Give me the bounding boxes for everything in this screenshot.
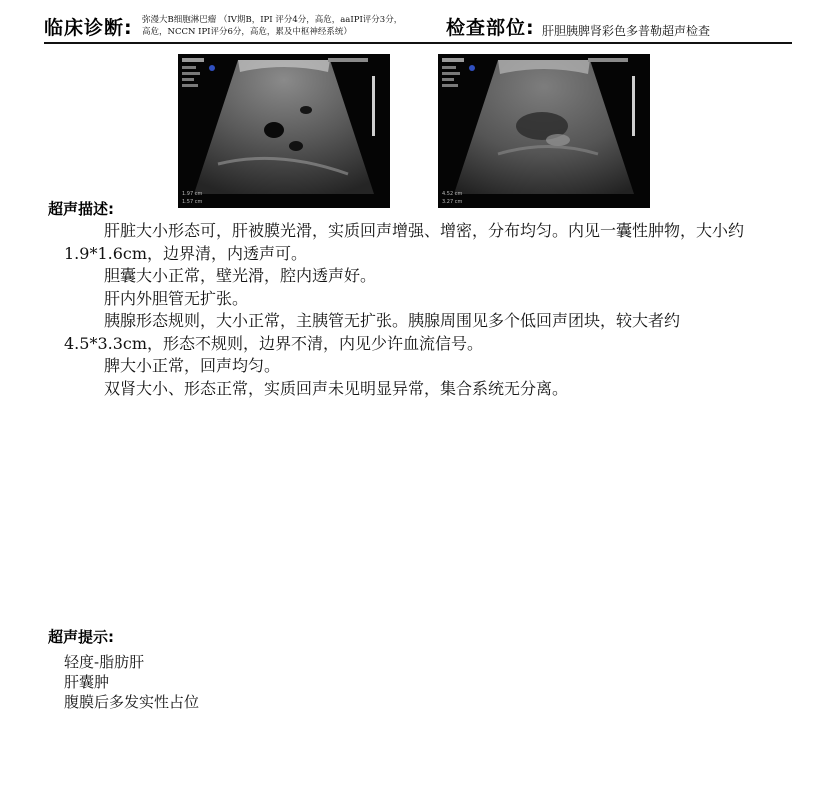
exam-site-label: 检查部位: <box>446 17 535 39</box>
description-paragraph: 肝脏大小形态可，肝被膜光滑，实质回声增强、增密，分布均匀。内见一囊性肿物，大小约1.9*1.6cm，边界清，内透声可。 <box>64 221 745 263</box>
image2-measure-1: 4.52 cm <box>442 191 463 197</box>
description-paragraph: 肝内外胆管无扩张。 <box>104 288 249 308</box>
description-title: 超声描述: <box>48 200 114 218</box>
conclusion-item: 腹膜后多发实性占位 <box>64 693 200 711</box>
description-paragraph: 胆囊大小正常，壁光滑，腔内透声好。 <box>104 266 377 285</box>
description-paragraph: 脾大小正常，回声均匀。 <box>104 356 281 375</box>
ultrasound-image-2 <box>438 54 650 208</box>
diagnosis-text: 弥漫大B细胞淋巴瘤 （IV期B，IPI 评分4分，高危，aaIPI评分3分， 高危，NCCN IPI评分6分，高危，累及中枢神经系统） <box>142 15 403 37</box>
conclusion-list <box>64 652 199 712</box>
image1-measure-2: 1.57 cm <box>182 199 203 205</box>
ultrasound-image-1 <box>178 54 390 208</box>
exam-site-value: 肝胆胰脾肾彩色多普勒超声检查 <box>542 24 711 38</box>
header-divider <box>44 42 792 44</box>
report-header <box>44 10 792 44</box>
description-body <box>64 220 764 400</box>
conclusion-item: 轻度-脂肪肝 <box>64 653 145 671</box>
image1-measure-1: 1.97 cm <box>182 191 203 197</box>
description-paragraph: 胰腺形态规则，大小正常，主胰管无扩张。胰腺周围见多个低回声团块，较大者约4.5*3.3cm，形态不规则，边界不清，内见少许血流信号。 <box>64 311 681 353</box>
conclusion-item: 肝囊肿 <box>64 673 110 691</box>
description-paragraph: 双肾大小、形态正常，实质回声未见明显异常，集合系统无分离。 <box>104 378 569 398</box>
conclusion-title: 超声提示: <box>48 628 114 646</box>
image2-measure-2: 3.27 cm <box>442 199 463 205</box>
diagnosis-label: 临床诊断: <box>44 17 133 39</box>
